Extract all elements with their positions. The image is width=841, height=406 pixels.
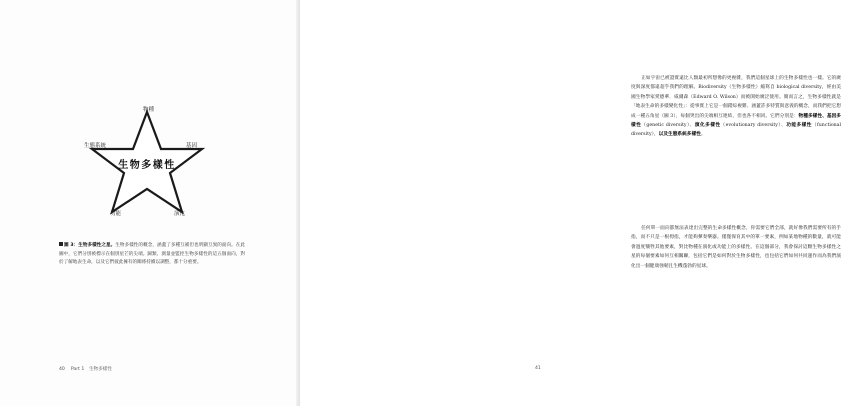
body-paragraph-2: [631, 224, 841, 271]
para1-text: 正如字宙已被證實遠比人類最初所想像的更複雜，我們這個星球上的生物多樣性也一樣。它的廣度與深度都遠超乎我們的理解。Biodiversity（生物多樣性）縮寫自 biological diversity，經由美國生物學家愛德華．威爾森（Edward O. Wilson）而被開始廣泛使用。簡而言之，生物多樣性就是「地表生命的多樣變化性」：從事實上它是一個錯綜複雜、涵蓋許多特質與意義的概念，而我們把它想成一種五角星（圖 3），每個突出的尖端相互連結，但也各不相同。它們分別是：: [631, 76, 841, 119]
figure-caption: [59, 242, 245, 268]
left-running-head: Part 1 生物多樣性: [70, 367, 112, 372]
star-point-bottom-left-label: 功能: [110, 211, 122, 217]
right-page-number: 41: [535, 366, 541, 371]
right-page: [300, 0, 841, 406]
para1-bold-ecosystem: 以及生態系統多樣性: [658, 132, 701, 138]
biodiversity-star-figure: [82, 98, 212, 226]
para1-bold-species-genetic: 物種多樣性、基因多樣性: [631, 113, 841, 129]
star-point-left-label: 生態系統: [84, 143, 107, 149]
caption-figure-number: 圖 3：: [64, 243, 79, 248]
para1-genetic-en: （genetic diversity）、: [641, 123, 695, 129]
caption-title: 生物多樣性之星。: [78, 243, 116, 248]
caption-text: 生物多樣性的概念，涵蓋了多種互補但也明顯互異的面向。在此圖中，它們分別被標示在個別星芒的尖端。歸類、測量並監控生物多樣性的這五個面向，對於了解地表生命，以及它們彼此擁有的關係持續以調整，都十分重要。: [59, 243, 245, 266]
para1-bold-evolutionary: 演化多樣性: [694, 123, 721, 129]
para1-end: 。: [700, 132, 706, 138]
left-page: [0, 0, 300, 406]
para1-bold-functional: 功能多樣性: [786, 123, 812, 129]
para1-functional-en: （functional diversity），: [631, 123, 841, 138]
left-footer: [59, 366, 112, 372]
star-point-right-label: 基因: [186, 143, 198, 149]
caption-square-icon: [59, 242, 63, 246]
para1-evolutionary-en: （evolutionary diversity）、: [720, 123, 787, 129]
body-paragraph-1: [631, 74, 841, 140]
star-point-top-label: 物種: [143, 107, 155, 113]
left-page-number: 40: [59, 367, 65, 372]
star-point-bottom-right-label: 演化: [174, 211, 186, 217]
para2-text: 任何單一面向都無法表達出完整的生命多樣性概念，你需要它們全部，就好像我們需要所有的手指，而不只是一根拇指，才能夠彈奏樂器。僅僅保育其中的單一要素，例如某地物種的數量，就可能會過度犧牲其他要素，對比物種在演化或功能上的多樣性。在這個部分，我會探討這顆生物多樣性之星的每個要素如何互相關聯，包括它們是如何對於生物多樣性，也包括它們如何共同運作而為我們演化出一個健康強韌且生機蓬勃的星球。: [631, 226, 841, 269]
star-center-label: 生物多樣性: [118, 160, 176, 171]
